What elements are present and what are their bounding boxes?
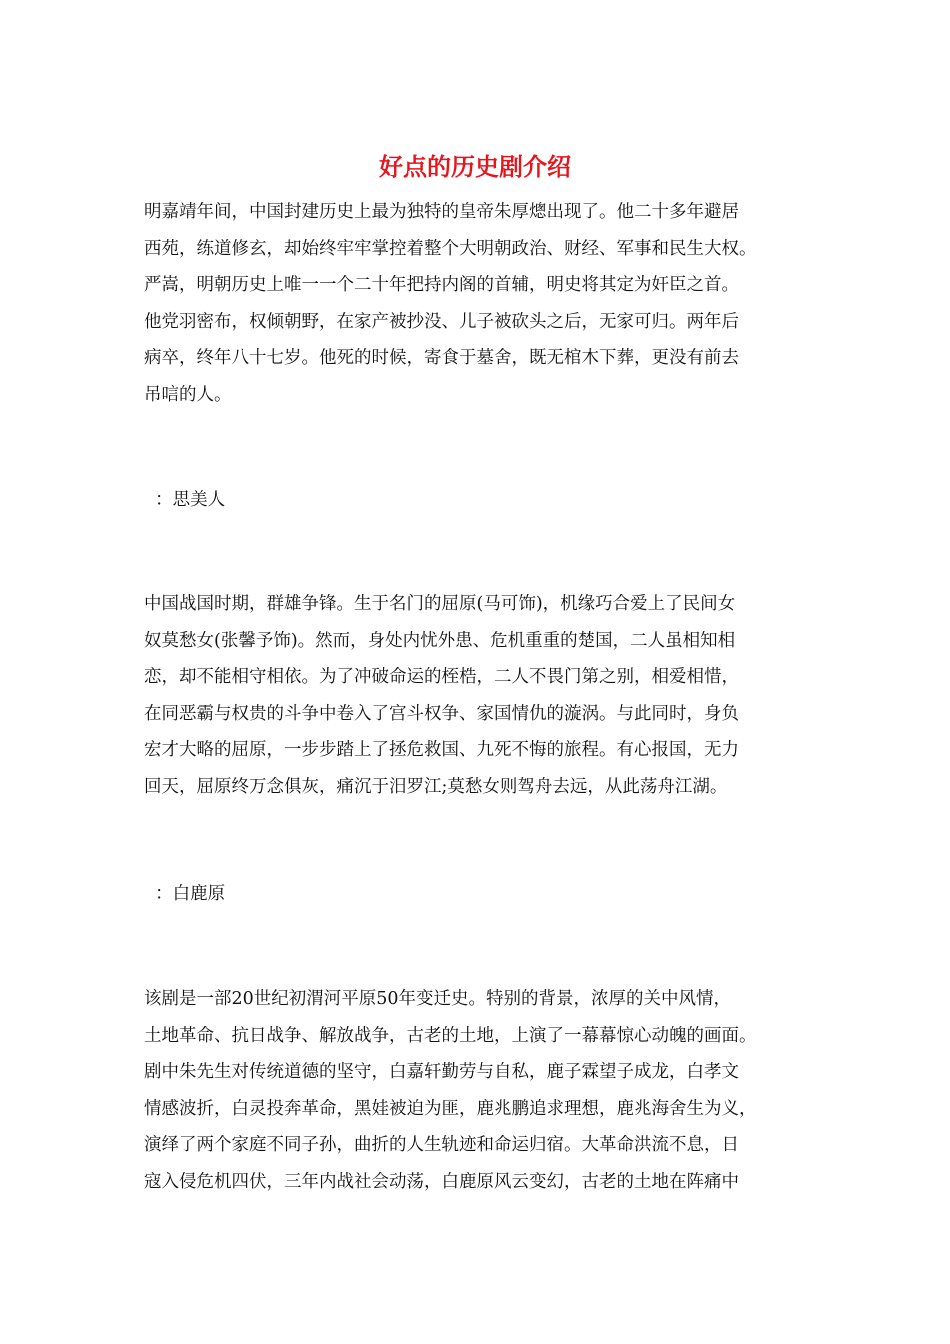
text-line: 病卒，终年八十七岁。他死的时候，寄食于墓舍，既无棺木下葬，更没有前去 (144, 348, 739, 368)
section-paragraph-si-mei-ren (144, 586, 814, 805)
intro-paragraph (144, 194, 814, 413)
text-line: 西苑，练道修玄，却始终牢牢掌控着整个大明朝政治、财经、军事和民生大权。 (144, 238, 757, 259)
document-title: 好点的历史剧介绍 (379, 152, 571, 181)
text-line: 寇入侵危机四伏，三年内战社会动荡，白鹿原风云变幻，古老的土地在阵痛中 (144, 1171, 739, 1192)
text-line: 奴莫愁女(张馨予饰)。然而，身处内忧外患、危机重重的楚国，二人虽相知相 (144, 630, 736, 651)
text-line: 回天，屈原终万念俱灰，痛沉于汨罗江;莫愁女则驾舟去远，从此荡舟江湖。 (144, 776, 728, 797)
text-line: 宏才大略的屈原，一步步踏上了拯危救国、九死不悔的旅程。有心报国，无力 (144, 740, 739, 760)
text-line: 土地革命、抗日战争、解放战争，古老的土地，上演了一幕幕惊心动魄的画面。 (144, 1025, 757, 1046)
text-line: 严嵩，明朝历史上唯一一个二十年把持内阁的首辅，明史将其定为奸臣之首。 (144, 275, 739, 295)
section-heading-si-mei-ren: ：思美人 (144, 490, 226, 510)
text-line: 演绎了两个家庭不同子孙，曲折的人生轨迹和命运归宿。大革命洪流不息，日 (144, 1135, 739, 1155)
text-line: 恋，却不能相守相依。为了冲破命运的桎梏，二人不畏门第之别，相爱相惜， (144, 667, 739, 687)
text-line: 他党羽密布，权倾朝野，在家产被抄没、儿子被砍头之后，无家可归。两年后 (144, 311, 739, 332)
section-paragraph-bai-lu-yuan (144, 981, 814, 1200)
text-line: 在同恶霸与权贵的斗争中卷入了宫斗权争、家国情仇的漩涡。与此同时，身负 (144, 703, 739, 724)
text-line: 情感波折，白灵投奔革命，黑娃被迫为匪，鹿兆鹏追求理想，鹿兆海舍生为义， (144, 1098, 757, 1119)
text-line: 该剧是一部20世纪初渭河平原50年变迁史。特别的背景，浓厚的关中风情， (144, 989, 732, 1009)
text-line: 中国战国时期，群雄争锋。生于名门的屈原(马可饰)，机缘巧合爱上了民间女 (144, 594, 736, 614)
text-line: 剧中朱先生对传统道德的坚守，白嘉轩勤劳与自私，鹿子霖望子成龙，白孝文 (144, 1062, 739, 1082)
text-line: 吊唁的人。 (144, 384, 232, 405)
text-line: 明嘉靖年间，中国封建历史上最为独特的皇帝朱厚熜出现了。他二十多年避居 (144, 202, 739, 222)
section-heading-bai-lu-yuan: ：白鹿原 (144, 884, 226, 904)
